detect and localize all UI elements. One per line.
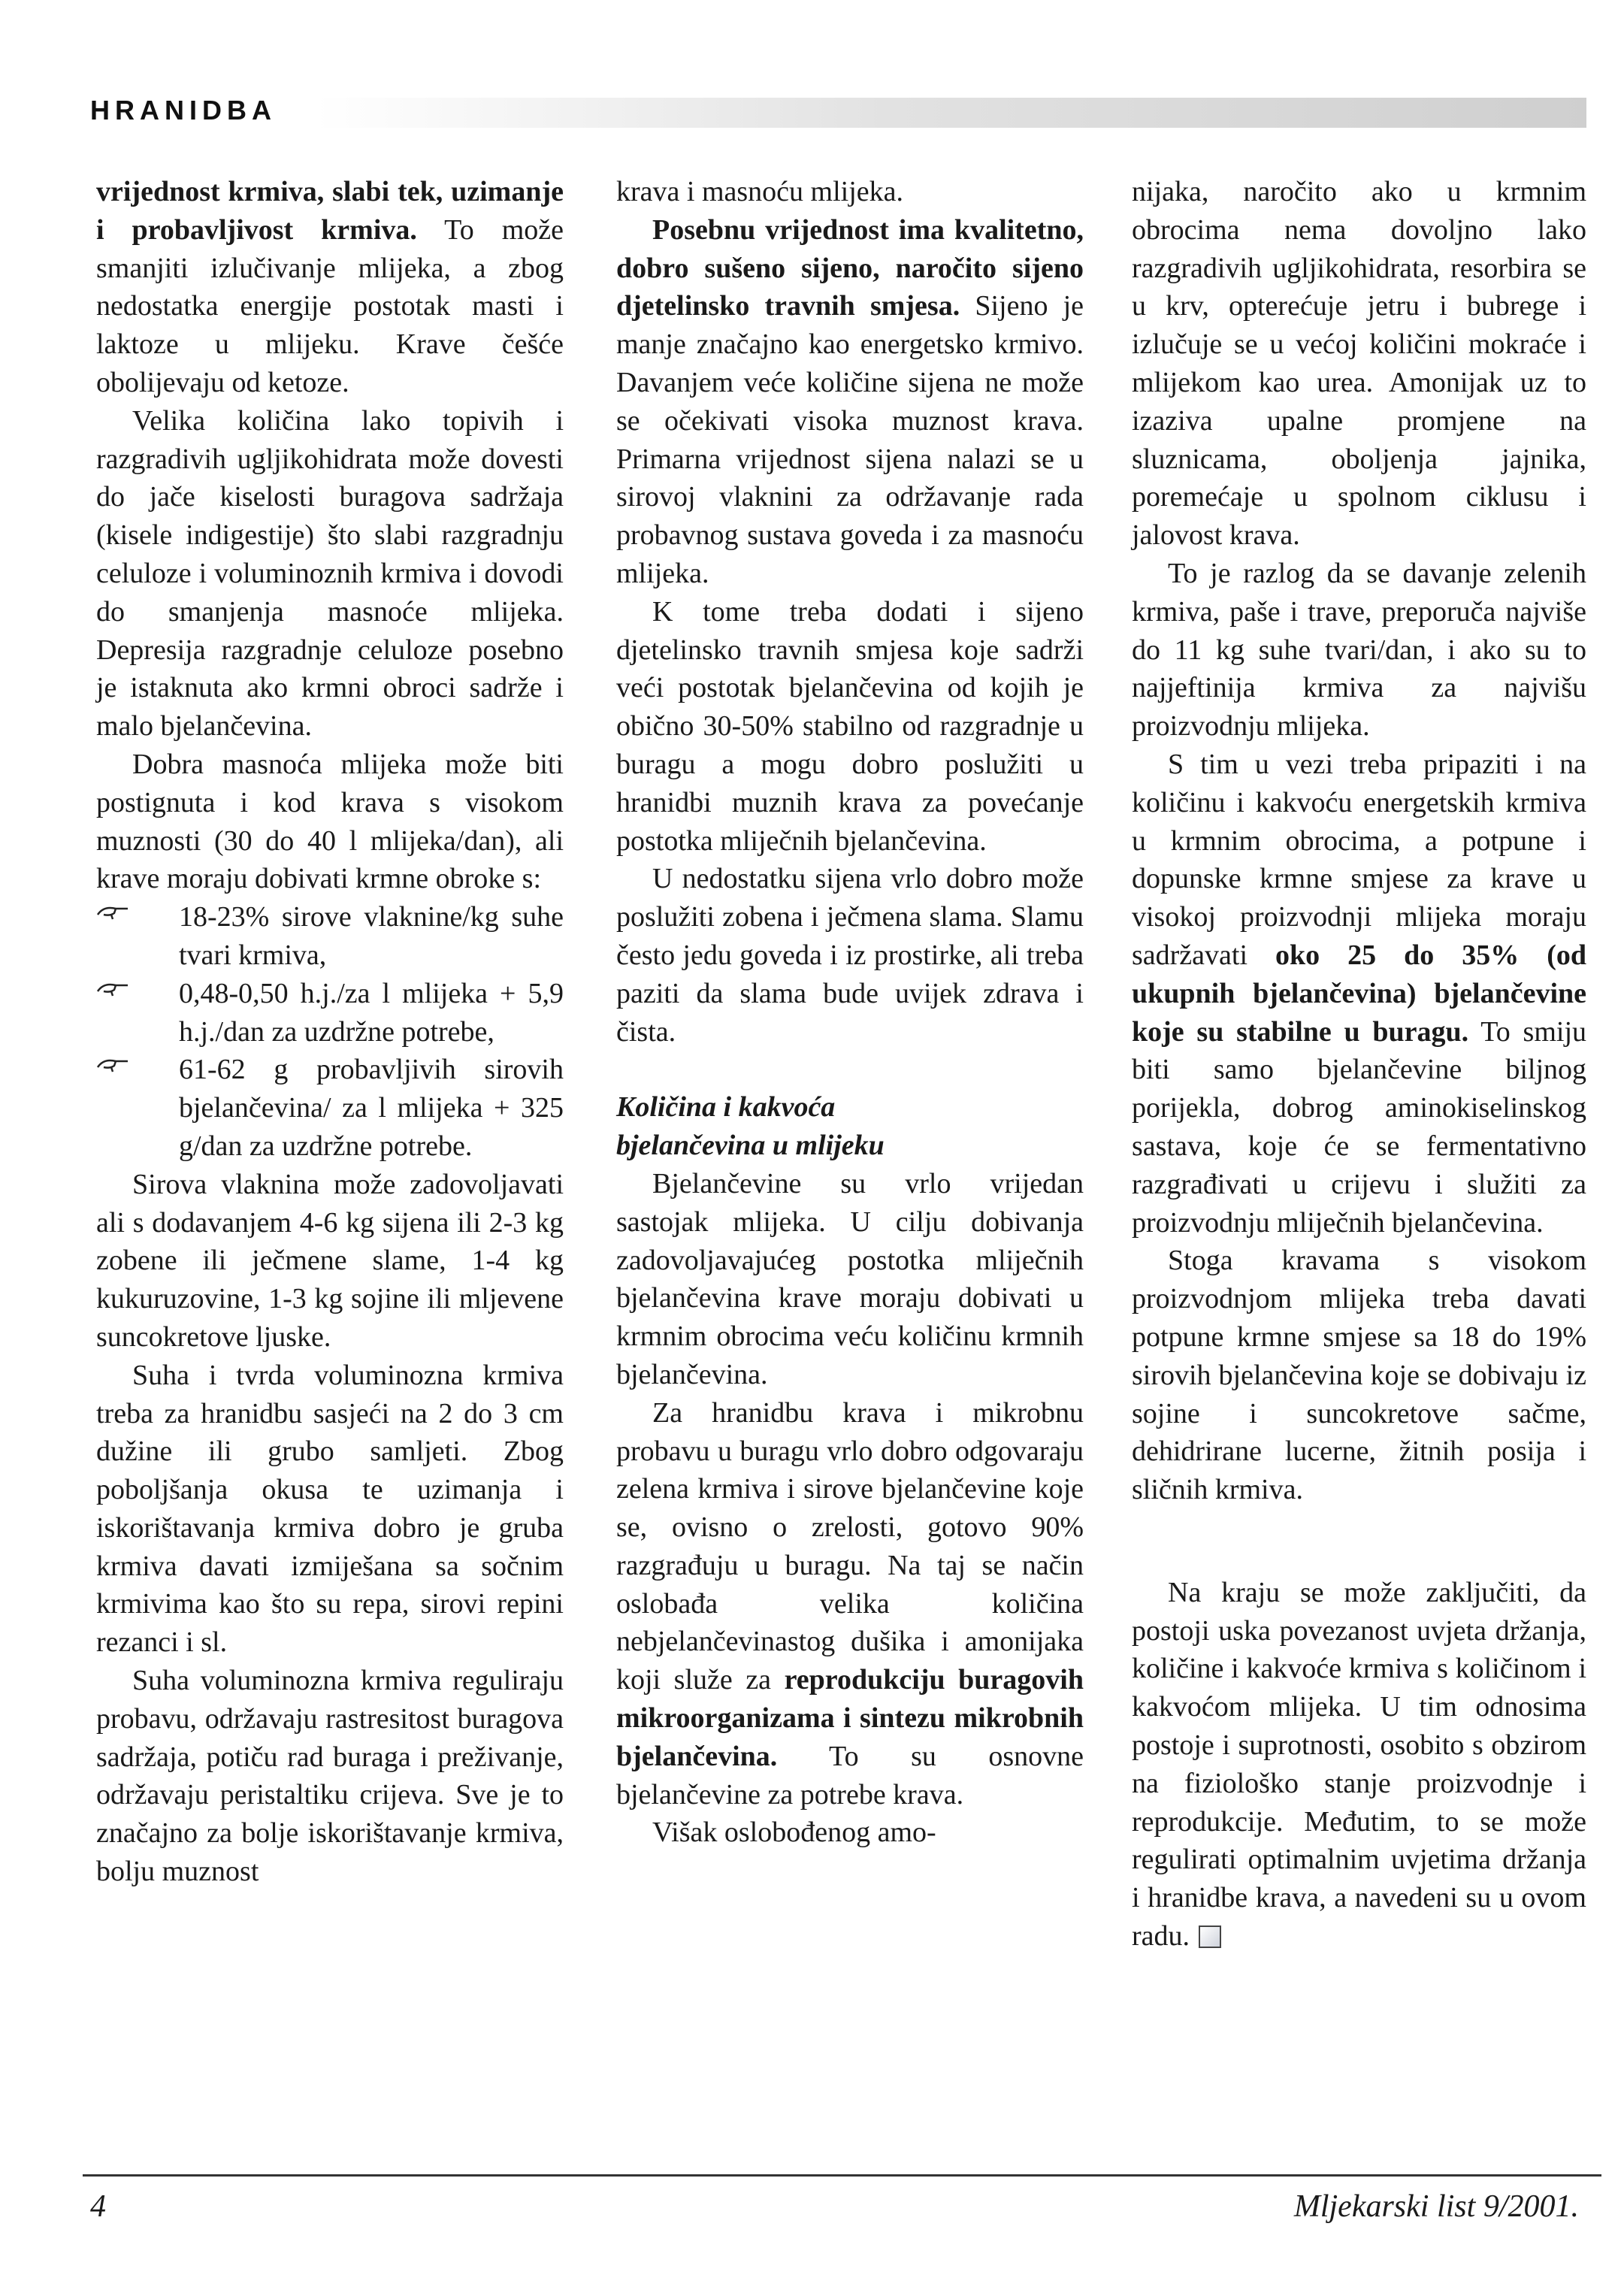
footer-rule	[83, 2174, 1601, 2177]
list-item	[96, 898, 564, 975]
bullet-text: 18-23% sirove vlaknine/kg suhe tvari krmiva,	[179, 901, 564, 971]
col3-p3-text-a: S tim u vezi treba pripaziti i na količinu i kakvoću energetskih krmiva u krmnim obrocima, a potpune i dopunske krmne smjese za krave u visokoj proizvodnji mlijeka moraju sadržavati	[1132, 748, 1586, 971]
col2-paragraph-1: krava i masnoću mlijeka.	[616, 176, 903, 207]
end-of-article-icon	[1199, 1925, 1221, 1948]
col2-p6-text-a: Za hranidbu krava i mikrobnu probavu u buragu vrlo dobro odgovaraju zelena krmiva i sirove bjelančevine koje se, ovisno o zrelosti, gotovo 90% razgrađuju u buragu. Na taj se način oslobađa velika količina nebjelančevinastog dušika i amonijaka koji služe za	[616, 1396, 1084, 1696]
col2-paragraph-5: Bjelančevine su vrlo vrijedan sastojak mlijeka. U cilju dobivanja zadovoljavajućeg postotka mliječnih bjelančevina krave moraju dobivati u krmnim obrocima veću količinu krmnih bjelančevina.	[616, 1167, 1084, 1390]
column-3	[1132, 173, 1586, 1956]
column-1	[96, 173, 564, 1891]
col1-paragraph-2: Velika količina lako topivih i razgradivih ugljikohidrata može dovesti do jače kiselosti buragova sadržaja (kisele indigestije) što slabi razgradnju celuloze i voluminoznih krmiva i dovodi do smanjenja masnoće mlijeka. Depresija razgradnje celuloze posebno je istaknuta ako krmni obroci sadrže i malo bjelančevina.	[96, 404, 564, 743]
col1-p1-bold: vrijednost krmiva, slabi tek, uzimanje i probavljivost krmiva.	[96, 176, 564, 246]
col2-paragraph-2	[616, 211, 1084, 593]
col3-paragraph-2: To je razlog da se davanje zelenih krmiva, paše i trave, preporuča najviše do 11 kg suhe tvari/dan, i ako su to najjeftinija krmiva za najvišu proizvodnju mlijeka.	[1132, 557, 1586, 743]
col3-p5-text: Na kraju se može zaključiti, da postoji uska povezanost uvjeta držanja, količine i kakvoće krmiva s količinom i kakvoćom mlijeka. U tim odnosima postoje i suprotnosti, osobito s obzirom na fiziološko stanje proizvodnje i reprodukcije. Međutim, to se može regulirati optimalnim uvjetima držanja i hranidbe krava, a navedeni su u ovom radu.	[1132, 1576, 1586, 1953]
col1-p1-text: To može smanjiti izlučivanje mlijeka, a zbog nedostatka energije postotak masti i laktoze u mlijeku. Krave češće obolijevaju od ketoze.	[96, 213, 564, 398]
col1-paragraph-4: Sirova vlaknina može zadovoljavati ali s dodavanjem 4-6 kg sijena ili 2-3 kg zobene ili ječmene slame, 1-4 kg kukuruzovine, 1-3 kg sojine ili mljevene suncokretove ljuske.	[96, 1168, 564, 1353]
col3-paragraph-4: Stoga kravama s visokom proizvodnjom mlijeka treba davati potpune krmne smjese sa 18 do 19% sirovih bjelančevina koje se dobivaju iz sojine i suncokretove sačme, dehidrirane lucerne, žitnih posija i sličnih krmiva.	[1132, 1245, 1586, 1506]
pointing-hand-icon	[96, 976, 129, 999]
heading-line-2: bjelančevina u mlijeku	[616, 1130, 885, 1162]
heading-line-1: Količina i kakvoća	[616, 1091, 836, 1124]
col2-paragraph-7: Višak oslobođenog amo-	[652, 1817, 936, 1849]
col2-paragraph-6	[616, 1394, 1084, 1814]
col3-paragraph-1: nijaka, naročito ako u krmnim obrocima nema dovoljno lako razgradivih ugljikohidrata, resorbira se u krv, opterećuje jetru i bubrege i izlučuje se u većoj količini mokraće i mlijekom kao urea. Amonijak uz to izaziva upalne promjene na sluznicama, oboljenja jajnika, poremećaje u spolnom ciklusu i jalovost krava.	[1132, 176, 1586, 552]
col3-paragraph-3	[1132, 746, 1586, 1242]
col1-paragraph-3: Dobra masnoća mlijeka može biti postignuta i kod krava s visokom muznosti (30 do 40 l mlijeka/dan), ali krave moraju dobivati krmne obroke s:	[96, 748, 564, 895]
col1-paragraph-1	[96, 173, 564, 402]
column-2	[616, 173, 1084, 1852]
bullet-text: 61-62 g probavljivih sirovih bjelančevina/ za l mlijeka + 325 g/dan za uzdržne potrebe.	[179, 1054, 564, 1162]
col3-p3-bold: oko 25 do 35% (od ukupnih bjelančevina) bjelančevine koje su stabilne u buragu.	[1132, 939, 1586, 1048]
page-number: 4	[90, 2189, 106, 2224]
col2-paragraph-4: U nedostatku sijena vrlo dobro može poslužiti zobena i ječmena slama. Slamu često jedu goveda i iz prostirke, ali treba paziti da slama bude uvijek zdrava i čista.	[616, 863, 1084, 1048]
col2-p6-text-c: To su osnovne bjelančevine za potrebe krava.	[616, 1740, 1084, 1811]
col2-paragraph-3: K tome treba dodati i sijeno djetelinsko travnih smjesa koje sadrži veći postotak bjelančevina od kojih je obično 30-50% stabilno od razgradnje u buragu a mogu dobro poslužiti u hranidbi muznih krava za povećanje postotka mliječnih bjelančevina.	[616, 595, 1084, 857]
col2-p2-text: Sijeno je manje značajno kao energetsko krmivo. Davanjem veće količine sijena ne može se očekivati visoka muznost krava. Primarna vrijednost sijena nalazi se u sirovoj vlaknini za održavanje rada probavnog sustava goveda i za masnoću mlijeka.	[616, 290, 1084, 589]
col1-paragraph-6: Suha voluminozna krmiva reguliraju probavu, održavaju rastresitost buragova sadržaja, potiču rad buraga i preživanje, održavaju peristaltiku crijeva. Sve je to značajno za bolje iskorištavanje krmiva, bolju muznost	[96, 1665, 564, 1888]
col3-paragraph-5	[1132, 1574, 1586, 1956]
journal-issue: Mljekarski list 9/2001.	[1293, 2189, 1579, 2224]
list-item	[96, 1051, 564, 1165]
col2-p6-bold: reprodukciju buragovih mikroorganizama i sintezu mikrobnih bjelančevina.	[616, 1664, 1084, 1772]
header-bar	[316, 98, 1586, 128]
col2-p2-bold: Posebnu vrijednost ima kvalitetno, dobro sušeno sijeno, naročito sijeno djetelinsko travnih smjesa.	[616, 213, 1084, 322]
pointing-hand-icon	[96, 1052, 129, 1075]
requirements-list	[96, 898, 564, 1166]
section-heading	[616, 1088, 1084, 1165]
col3-p3-text-c: To smiju biti samo bjelančevine biljnog porijekla, dobrog aminokiselinskog sastava, koje će se fermentativno razgrađivati u crijevu i služiti za proizvodnju mliječnih bjelančevina.	[1132, 1015, 1586, 1239]
section-header: HRANIDBA	[90, 95, 277, 126]
bullet-text: 0,48-0,50 h.j./za l mlijeka + 5,9 h.j./dan za uzdržne potrebe,	[179, 977, 564, 1048]
pointing-hand-icon	[96, 900, 129, 922]
list-item	[96, 975, 564, 1051]
col1-paragraph-5: Suha i tvrda voluminozna krmiva treba za hranidbu sasjeći na 2 do 3 cm dužine ili grubo samljeti. Zbog poboljšanja okusa te uzimanja i iskorištavanja krmiva dobro je gruba krmiva davati izmiješana sa sočnim krmivima kao što su repa, sirovi repini rezanci i sl.	[96, 1359, 564, 1659]
